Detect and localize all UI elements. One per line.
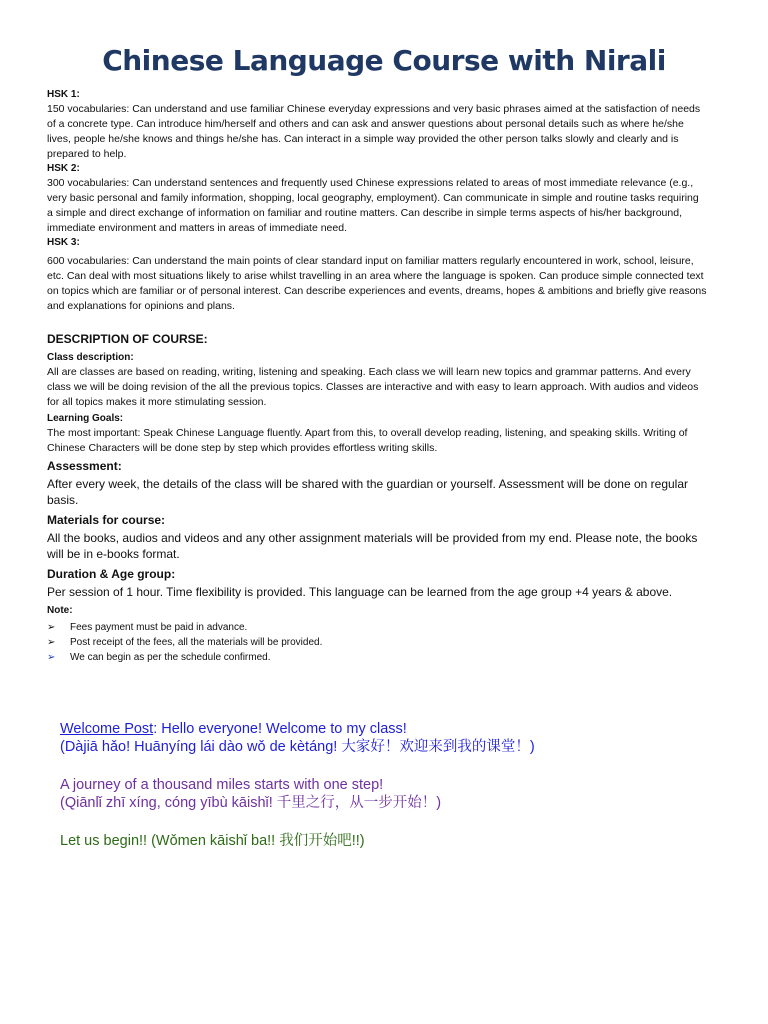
duration-label: Duration & Age group: <box>47 567 176 581</box>
class-description-label: Class description: <box>47 352 134 363</box>
learning-goals-label: Learning Goals: <box>47 413 124 424</box>
welcome-post-link[interactable]: Welcome Post <box>60 721 154 737</box>
list-item <box>47 635 707 650</box>
arrow-bullet-icon: ➢ <box>47 622 56 633</box>
note-label: Note: <box>47 605 73 616</box>
hsk3-text: 600 vocabularies: Can understand the main points of clear standard input on familiar matters regularly encountered in work, school, leisure, etc. Can deal with most situations likely to arise whilst travelling in an area where the language is spoken. Can produce simple connected text on topics which are familiar or of personal interest. Can describe experiences and events, dreams, hopes & ambitions and briefly give reasons and explanations for opinions and plans. <box>47 255 707 312</box>
class-description-text: All are classes are based on reading, writing, listening and speaking. Each class we will learn new topics and grammar patterns. And every class we will be doing revision of the all the previous topics. Classes are interactive and with easy to learn approach. With audios and videos for all topics makes it more stimulating session. <box>47 366 699 408</box>
arrow-bullet-icon: ➢ <box>47 637 56 648</box>
welcome-pinyin: (Dàjiā hǎo! Huānyíng lái dào wǒ de kètáng! 大家好！欢迎来到我的课堂！) <box>60 739 535 755</box>
begin-line: Let us begin!! (Wǒmen kāishǐ ba!! 我们开始吧!!) <box>60 833 365 849</box>
note-text: Post receipt of the fees, all the materials will be provided. <box>70 637 323 648</box>
duration-text: Per session of 1 hour. Time flexibility is provided. This language can be learned from the age group +4 years & above. <box>47 585 673 599</box>
hsk3-label: HSK 3: <box>47 237 80 248</box>
hsk2-label: HSK 2: <box>47 163 80 174</box>
hsk1-label: HSK 1: <box>47 89 80 100</box>
course-description-heading: DESCRIPTION OF COURSE: <box>47 332 208 346</box>
proverb-pinyin: (Qiānlǐ zhī xíng, cóng yībù kāishǐ! 千里之行，从一步开始！) <box>60 795 442 811</box>
page-title: Chinese Language Course with Nirali <box>102 44 666 77</box>
materials-text: All the books, audios and videos and any other assignment materials will be provided from my end. Please note, the books will be in e-books format. <box>47 531 698 561</box>
note-text: Fees payment must be paid in advance. <box>70 622 248 633</box>
hsk2-text: 300 vocabularies: Can understand sentences and frequently used Chinese expressions related to areas of most immediate relevance (e.g., very basic personal and family information, shopping, local geography, employment). Can communicate in simple and routine tasks requiring a simple and direct exchange of information on familiar and routine matters. Can describe in simple terms aspects of his/her background, immediate environment and matters in areas of immediate need. <box>47 177 699 234</box>
assessment-text: After every week, the details of the class will be shared with the guardian or yourself. Assessment will be done on regular basis. <box>47 477 688 507</box>
materials-label: Materials for course: <box>47 513 166 527</box>
arrow-bullet-icon: ➢ <box>47 652 56 663</box>
list-item <box>47 620 707 635</box>
greeting-block <box>60 720 740 850</box>
note-text: We can begin as per the schedule confirmed. <box>70 652 271 663</box>
note-list <box>47 620 707 665</box>
hsk1-text: 150 vocabularies: Can understand and use familiar Chinese everyday expressions and very basic phrases aimed at the satisfaction of needs of a concrete type. Can introduce him/herself and others and can ask and answer questions about personal details such as where he/she lives, people he/she knows and things he/she has. Can interact in a simple way provided the other person talks slowly and clearly and is prepared to help. <box>47 103 701 160</box>
list-item <box>47 650 707 665</box>
assessment-label: Assessment: <box>47 459 122 473</box>
proverb-line: A journey of a thousand miles starts with one step! <box>60 777 384 793</box>
welcome-line <box>60 720 740 738</box>
learning-goals-text: The most important: Speak Chinese Language fluently. Apart from this, to overall develop reading, listening, and speaking skills. Writing of Chinese Characters will be done step by step which provides effortless writing skills. <box>47 427 688 454</box>
welcome-text: : Hello everyone! Welcome to my class! <box>153 721 407 737</box>
course-content <box>47 88 707 665</box>
